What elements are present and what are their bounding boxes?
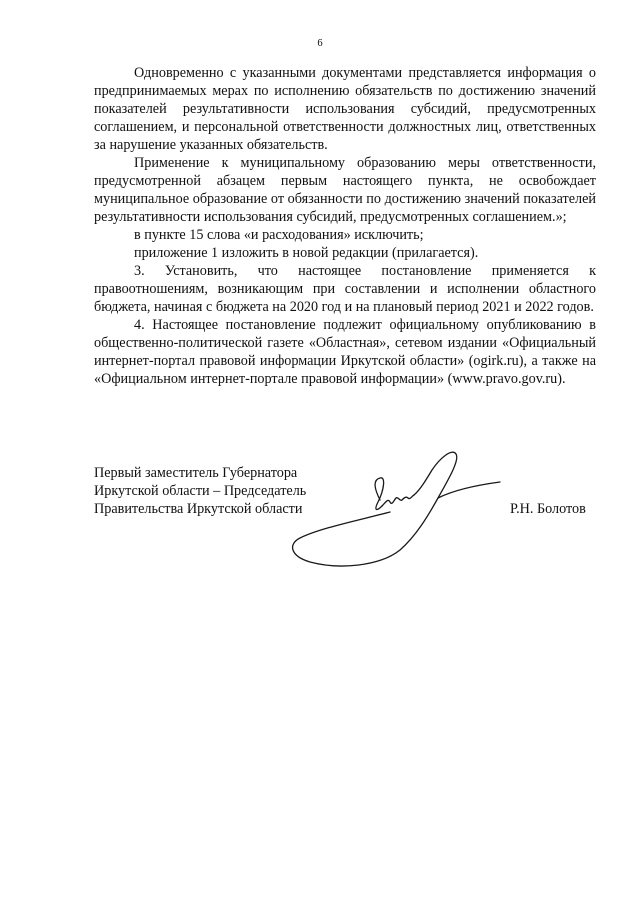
signatory-title-line: Правительства Иркутской области <box>94 501 303 517</box>
signatory-title <box>94 464 306 518</box>
signatory-title-line: Первый заместитель Губернатора <box>94 465 298 481</box>
paragraph-point-15: в пункте 15 слова «и расходования» исключить; <box>134 227 424 243</box>
handwritten-signature <box>280 440 510 575</box>
signatory-name: Р.Н. Болотов <box>510 501 586 517</box>
paragraph-item-3: 3. Установить, что настоящее постановление применяется к правоотношениям, возникающим при составлении и исполнении областного бюджета, начиная с бюджета на 2020 год и на плановый период 2021 и 2022 годов. <box>94 263 596 315</box>
document-body <box>94 64 596 388</box>
page-number: 6 <box>317 38 323 49</box>
signatory-title-line: Иркутской области – Председатель <box>94 483 307 499</box>
paragraph-responsibility: Применение к муниципальному образованию меры ответственности, предусмотренной абзацем первым настоящего пункта, не освобождает муниципальное образование от обязанности по достижению значений показателей результативности использования субсидий, предусмотренных соглашением.»; <box>94 155 596 225</box>
paragraph-info-obligations: Одновременно с указанными документами представляется информация о предпринимаемых мерах по исполнению обязательств по достижению значений показателей результативности использования субсидий, предусмотренных соглашением, и персональной ответственности должностных лиц, ответственных за нарушение указанных обязательств. <box>94 65 596 153</box>
paragraph-appendix-1: приложение 1 изложить в новой редакции (прилагается). <box>134 245 479 261</box>
paragraph-item-4: 4. Настоящее постановление подлежит официальному опубликованию в общественно-политической газете «Областная», сетевом издании «Официальный интернет-портал правовой информации Иркутской области» (ogirk.ru), а также на «Официальном интернет-портале правовой информации» (www.pravo.gov.ru). <box>94 317 596 387</box>
